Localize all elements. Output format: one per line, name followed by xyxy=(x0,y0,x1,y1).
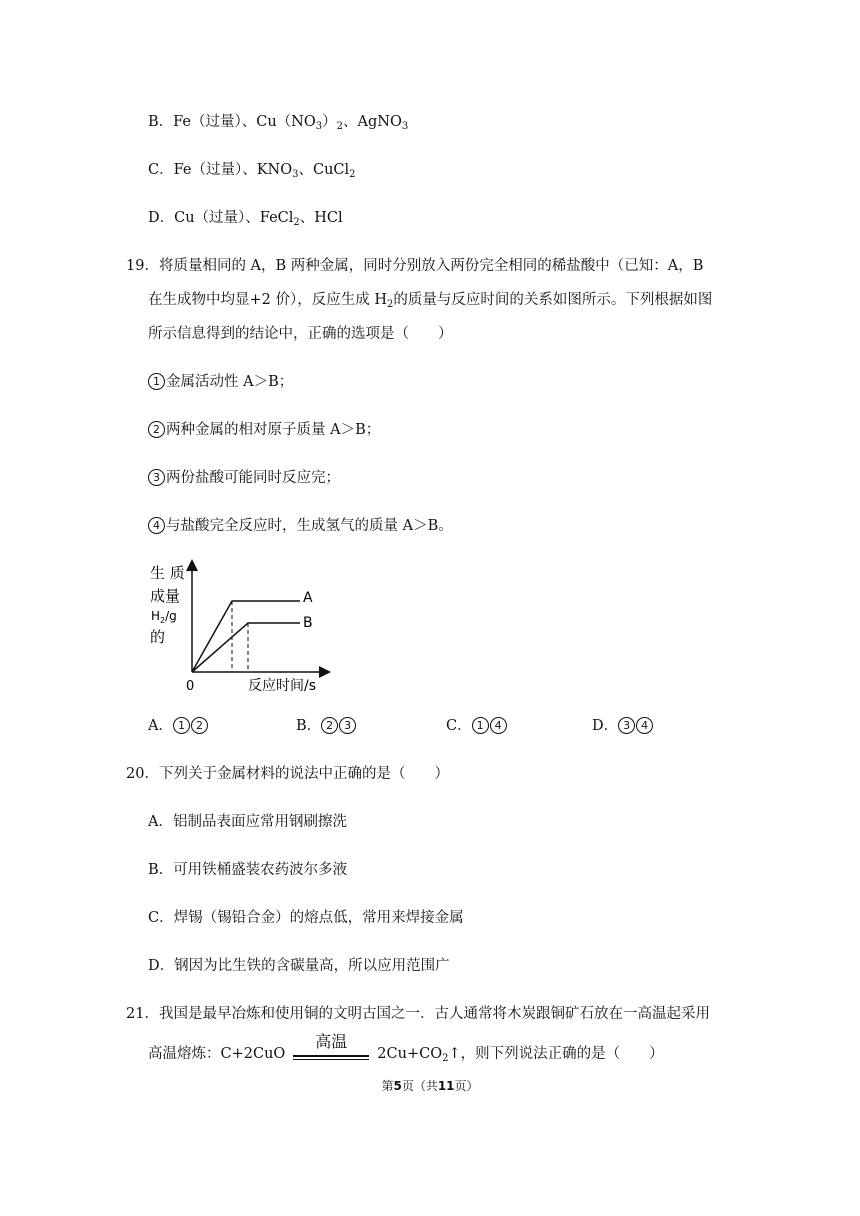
y-label-row2: 成量 xyxy=(150,587,181,605)
y-label-row4: 的 xyxy=(150,628,166,646)
statement-text: 金属活动性 A＞B； xyxy=(166,374,294,390)
subscript: 3 xyxy=(315,121,323,132)
page-footer xyxy=(0,1077,860,1094)
q19-stem-line1: 19．将质量相同的 A，B 两种金属，同时分别放入两份完全相同的稀盐酸中（已知：A，B xyxy=(126,258,704,274)
circled-number: 1 xyxy=(148,373,165,390)
circled-number: 3 xyxy=(339,717,356,734)
q19-choice-d xyxy=(592,716,654,736)
circled-number: 3 xyxy=(618,717,635,734)
q21-stem-line2 xyxy=(148,1032,664,1064)
circled-number: 3 xyxy=(148,469,165,486)
q19-stem-line3: 所示信息得到的结论中，正确的选项是（ ） xyxy=(148,326,453,342)
x-axis-label: 反应时间/s xyxy=(248,678,317,694)
footer-text: 第 xyxy=(381,1079,394,1093)
curve-b-label: B xyxy=(303,615,313,631)
q18-option-d-text: 、HCl xyxy=(299,210,343,226)
choice-letter: B． xyxy=(296,718,322,734)
q20-option-c: C．焊锡（锡铅合金）的熔点低，常用来焊接金属 xyxy=(148,910,464,926)
q19-statement-2 xyxy=(148,420,380,440)
q21-stem-text: 2Cu+CO xyxy=(377,1046,443,1062)
q18-option-b xyxy=(148,112,408,132)
subscript: 2 xyxy=(336,121,344,132)
q18-option-b-text: 、AgNO xyxy=(343,114,402,130)
hydrogen-mass-graph xyxy=(148,556,338,696)
curve-a xyxy=(192,601,300,672)
circled-number: 4 xyxy=(490,717,507,734)
total-pages: 11 xyxy=(437,1079,455,1093)
q19-statement-4 xyxy=(148,516,453,536)
q21-stem-text: 高温熔炼：C+2CuO xyxy=(148,1046,286,1062)
statement-text: 与盐酸完全反应时，生成氢气的质量 A＞B。 xyxy=(166,518,453,534)
y-label-row3: $H_2/g$ xyxy=(151,609,177,625)
subscript: 2 xyxy=(442,1053,449,1064)
circled-number: 4 xyxy=(636,717,653,734)
q19-choice-c xyxy=(446,716,508,736)
circled-number: 1 xyxy=(472,717,489,734)
subscript: 2 xyxy=(387,299,394,310)
statement-text: 两份盐酸可能同时反应完； xyxy=(166,470,340,486)
choice-letter: D． xyxy=(592,718,619,734)
circled-number: 2 xyxy=(191,717,208,734)
q18-option-b-text: B．Fe（过量）、Cu（NO xyxy=(148,114,316,130)
page-number: 5 xyxy=(393,1079,402,1093)
q19-statement-3 xyxy=(148,468,340,488)
footer-text: 页） xyxy=(454,1079,479,1093)
q19-stem-text: 在生成物中均显+2 价），反应生成 H xyxy=(148,292,387,308)
q18-option-c-text: C．Fe（过量）、KNO xyxy=(148,162,293,178)
q20-stem: 20．下列关于金属材料的说法中正确的是（ ） xyxy=(126,766,449,782)
circled-number: 2 xyxy=(148,421,165,438)
choice-letter: C． xyxy=(446,718,472,734)
circled-number: 4 xyxy=(148,517,165,534)
curve-b xyxy=(192,623,300,672)
q20-option-b: B．可用铁桶盛装农药波尔多液 xyxy=(148,862,348,878)
q18-option-d-text: D．Cu（过量）、FeCl xyxy=(148,210,294,226)
choice-letter: A． xyxy=(148,718,173,734)
subscript: 2 xyxy=(349,169,356,180)
q20-option-a: A．铝制品表面应常用钢刷擦洗 xyxy=(148,814,347,830)
q21-stem-line1: 21．我国是最早冶炼和使用铜的文明古国之一．古人通常将木炭跟铜矿石放在一高温起采用 xyxy=(126,1006,710,1022)
q18-option-d xyxy=(148,208,343,228)
q19-stem-line2 xyxy=(148,290,712,310)
q19-statement-1 xyxy=(148,372,293,392)
reaction-arrow xyxy=(293,1032,369,1064)
circled-number: 1 xyxy=(173,717,190,734)
q21-stem-text: ↑，则下列说法正确的是（ ） xyxy=(448,1046,664,1062)
subscript: 2 xyxy=(293,217,300,228)
q19-choice-b xyxy=(296,716,357,736)
subscript: 3 xyxy=(401,121,409,132)
q18-option-b-text: ） xyxy=(322,114,337,130)
statement-text: 两种金属的相对原子质量 A＞B； xyxy=(166,422,381,438)
circled-number: 2 xyxy=(321,717,338,734)
y-label-row1: 生 质 xyxy=(150,564,185,582)
q19-choice-a xyxy=(148,716,209,736)
q18-option-c xyxy=(148,160,356,180)
q18-option-c-text: 、CuCl xyxy=(298,162,350,178)
reaction-condition: 高温 xyxy=(315,1032,348,1051)
q20-option-d: D．钢因为比生铁的含碳量高，所以应用范围广 xyxy=(148,958,450,974)
curve-a-label: A xyxy=(303,590,313,606)
origin-label: 0 xyxy=(186,679,195,694)
subscript: 3 xyxy=(292,169,299,180)
q19-stem-text: 的质量与反应时间的关系如图所示。下列根据如图 xyxy=(393,292,713,308)
footer-text: 页（共 xyxy=(401,1079,438,1093)
